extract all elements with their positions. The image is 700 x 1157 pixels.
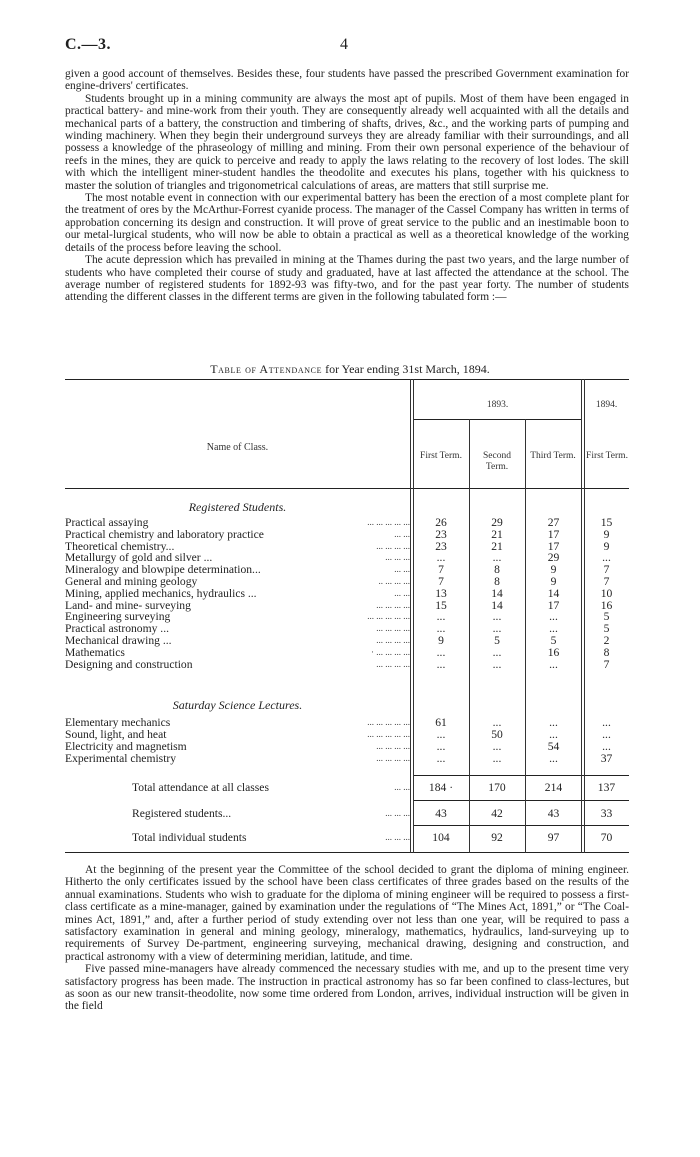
document-code: C.—3. [65, 36, 112, 53]
table-bottom-rule [65, 852, 629, 853]
column-header: First Term. [420, 451, 462, 461]
class-name: Practical astronomy ... [65, 622, 169, 636]
class-name: Metallurgy of gold and silver ... [65, 551, 213, 565]
year-1894: 1894. [595, 400, 618, 410]
table-cell: 23 [435, 527, 447, 541]
table-cell: ... [436, 610, 446, 624]
paragraph: The acute depression which has prevailed in mining at the Thames during the past two years, and the large number of students who have completed their course of study and graduated, have at last affected the attendance at the school. The average number of registered students for 1892-93 was fifty-two, and for the past year forty. The number of students attending the different classes in the different terms are given in the following tabulated form :— [65, 254, 629, 304]
table-cell: 43 [547, 807, 560, 820]
column-header: First Term. [586, 451, 628, 461]
dot-leader: ... ... ... ... [376, 635, 410, 645]
table-cell: 26 [435, 516, 447, 529]
totals-rule [414, 800, 629, 801]
table-cell: 16 [547, 645, 560, 659]
table-cell: ... [492, 740, 502, 753]
table-cell: 23 [435, 539, 447, 553]
table-cell: ... [436, 645, 446, 659]
table-cell: ... [549, 657, 558, 671]
table-cell: 61 [435, 716, 447, 729]
table-cell: 97 [547, 831, 560, 844]
class-name: Theoretical chemistry... [65, 539, 175, 553]
paragraph: given a good account of themselves. Besides these, four students have passed the prescribed Government examination for engine-drivers' certificates. [65, 68, 629, 93]
table-cell: 7 [603, 657, 610, 671]
paragraph: The most notable event in connection with our experimental battery has been the erection of a most complete plant for the treatment of ores by the McArthur-Forrest cyanide process. The manager of the Cassel Company has written in terms of approbation concerning its design and construction. It will prove of great service to the public and an inestimable boon to our metal-lurgical students, who will now be able to obtain a practical as well as a theoretical knowledge of the working details of the process before leaving the school. [65, 192, 629, 254]
table-caption [0, 362, 700, 377]
class-name: Mathematics [65, 645, 125, 659]
table-cell: 8 [603, 645, 610, 659]
table-cell: ... [436, 740, 446, 753]
table-cell: 5 [603, 622, 610, 636]
attendance-table [65, 379, 629, 853]
table-caption-title: Table of Attendance [210, 362, 323, 376]
table-cell: 27 [547, 516, 560, 529]
dot-leader: ... ... ... ... ... [367, 517, 410, 527]
table-cell: 9 [550, 563, 557, 577]
dot-leader: ... ... ... ... [376, 623, 410, 634]
table-cell: 184 · [428, 781, 454, 794]
table-cell: ... [492, 551, 502, 565]
table-cell: 42 [491, 807, 503, 820]
dot-leader: ... ... ... ... [376, 599, 410, 610]
table-cell: 14 [547, 586, 560, 600]
name-of-class-header: Name of Class. [206, 442, 269, 453]
table-cell: 14 [491, 598, 503, 612]
dot-leader: ... ... ... ... [376, 658, 410, 669]
class-name: Practical assaying [65, 516, 149, 529]
total-row-label: Registered students... [132, 807, 232, 820]
table-cell: 104 [432, 831, 450, 844]
table-cell: ... [436, 551, 446, 565]
body-text-bottom [65, 864, 629, 1013]
dot-leader: ... ... [394, 782, 410, 792]
total-row-label: Total attendance at all classes [132, 781, 269, 794]
column-header: Third Term. [530, 451, 576, 461]
table-cell: ... [549, 622, 558, 636]
table-cell: ... [549, 752, 558, 765]
total-row-label: Total individual students [132, 831, 247, 844]
table-cell: 13 [435, 586, 447, 600]
table-cell: 5 [550, 634, 557, 647]
table-cell: 5 [603, 610, 610, 624]
class-name: Designing and construction [65, 657, 193, 671]
table-cell: ... [492, 752, 502, 765]
table-cell: 29 [491, 516, 503, 529]
table-top-rule [65, 379, 629, 380]
table-cell: ... [436, 622, 446, 636]
table-cell: ... [602, 740, 611, 753]
class-name: Engineering surveying [65, 610, 171, 624]
table-cell: 17 [547, 527, 560, 541]
class-name: Elementary mechanics [65, 716, 171, 729]
body-text-top [65, 68, 629, 304]
class-name: Mineralogy and blowpipe determination... [65, 563, 261, 577]
paragraph: Five passed mine-managers have already commenced the necessary studies with me, and up to the present time very satisfactory progress has been made. The instruction in practical astronomy has so far been confined to class-lectures, but as soon as our new transit-theodolite, now some time ordered from London, arrives, individual instruction will be given in the field [65, 963, 629, 1013]
table-cell: ... [492, 645, 502, 659]
table-cell: 9 [603, 539, 610, 553]
table-cell: 21 [491, 527, 503, 541]
table-caption-rest: for Year ending 31st March, 1894. [322, 362, 490, 376]
table-cell: 70 [600, 831, 613, 844]
table-cell: 170 [488, 781, 506, 794]
table-cell: 37 [600, 752, 613, 765]
table-cell: 17 [547, 539, 560, 553]
table-cell: 2 [603, 634, 610, 647]
table-cell: 7 [603, 575, 610, 588]
table-cell: 9 [550, 575, 557, 588]
table-cell: 92 [491, 831, 503, 844]
table-cell: ... [549, 716, 558, 729]
table-cell: 214 [544, 781, 563, 794]
class-name: Electricity and magnetism [65, 740, 187, 753]
paragraph: At the beginning of the present year the Committee of the school decided to grant the diploma of mining engineer. Hitherto the only certificates issued by the school have been class certificates of three grades based on the results of the annual examinations. Students who wish to graduate for the diploma of mining engineer will be required to possess a first-class certificate as a mine-manager, gained by examination under the regulations of “The Mines Act, 1891,” or “The Coal-mines Act, 1891,” and, after a further period of study extending over not less than one year, will be required to pass a satisfactory examination in general and mining geology, mineralogy, mathematics, hydraulics, land-surveying up to requirements of Survey De-partment, engineering surveying, mechanical drawing, designing and construction, and practical astronomy with a view of determining meridian, latitude, and time. [65, 864, 629, 963]
class-name: Experimental chemistry [65, 752, 177, 765]
table-cell: 9 [438, 634, 444, 647]
class-name: Mining, applied mechanics, hydraulics ... [65, 586, 257, 600]
totals-rule [414, 775, 629, 776]
table-cell: 29 [547, 551, 560, 565]
table-cell: 9 [603, 527, 610, 541]
table-cell: ... [492, 716, 502, 729]
table-cell: 50 [491, 728, 503, 741]
dot-leader: .. ... ... ... [378, 576, 410, 586]
table-cell: 7 [438, 563, 444, 577]
class-name: Practical chemistry and laboratory practice [65, 527, 264, 541]
table-cell: 15 [435, 598, 447, 612]
dot-leader: ... ... ... [385, 552, 410, 563]
table-cell: 8 [494, 575, 500, 588]
dot-leader: ... ... ... [385, 808, 410, 818]
dot-leader: ... ... [394, 564, 410, 575]
table-cell: ... [492, 657, 502, 671]
dot-leader: ... ... ... [385, 832, 410, 842]
dot-leader: ... ... ... ... ... [367, 729, 410, 739]
column-header: Second Term. [483, 451, 511, 472]
table-cell: 7 [438, 575, 444, 588]
section-title: Registered Students. [188, 500, 287, 514]
table-cell: ... [602, 728, 611, 741]
table-cell: 14 [491, 586, 503, 600]
dot-leader: ... ... ... ... [376, 741, 410, 751]
page-number: 4 [340, 36, 348, 53]
dot-leader: ... ... ... ... ... [367, 611, 410, 622]
year-rule [414, 419, 581, 420]
year-1893: 1893. [486, 400, 509, 410]
table-cell: ... [492, 622, 502, 636]
table-cell: ... [436, 728, 446, 741]
table-cell: 137 [597, 781, 616, 794]
table-cell: 16 [600, 598, 613, 612]
table-cell: ... [436, 752, 446, 765]
table-cell: 5 [494, 634, 500, 647]
table-cell: ... [549, 610, 558, 624]
table-cell: 10 [600, 586, 613, 600]
class-name: Mechanical drawing ... [65, 634, 172, 647]
totals-rule [414, 825, 629, 826]
dot-leader: · ... ... ... ... [371, 646, 410, 657]
table-cell: 8 [494, 563, 500, 577]
table-cell: ... [549, 728, 558, 741]
paragraph: Students brought up in a mining community are always the most apt of pupils. Most of them have been engaged in practical battery- and mine-work from their youth. They are consequently already well acquainted with all the details and mechanical parts of a battery, the construction and timbering of shafts, drives, &c., and the working parts of pumping and winding machinery. When they begin their underground surveys they are already familiar with their surroundings, and all possess a knowledge of the phraseology of milling and mining. From their own personal experience of the behaviour of reefs in the mines, they are quick to perceive and ready to apply the laws relating to the recovery of lost lodes. The skill with which the intelligent miner-student handles the theodolite and executes his plans, together with his quickness to master the solution of triangles and trigonometrical calculations of areas, are matters that still surprise me. [65, 92, 629, 192]
dot-leader: ... ... ... ... [376, 540, 410, 551]
table-cell: ... [492, 610, 502, 624]
class-name: Land- and mine- surveying [65, 598, 191, 612]
table-cell: ... [602, 551, 611, 565]
dot-leader: ... ... [394, 528, 410, 539]
header-bottom-rule [65, 488, 629, 489]
dot-leader: ... ... ... ... ... [367, 717, 410, 727]
table-cell: ... [602, 716, 611, 729]
table-cell: 33 [600, 807, 613, 820]
class-name: Sound, light, and heat [65, 728, 167, 741]
class-name: General and mining geology [65, 575, 198, 588]
table-cell: 15 [600, 516, 613, 529]
table-cell: 17 [547, 598, 560, 612]
table-cell: 21 [491, 539, 503, 553]
dot-leader: ... ... ... ... [376, 753, 410, 763]
section-title: Saturday Science Lectures. [172, 698, 303, 712]
table-cell: ... [436, 657, 446, 671]
table-cell: 7 [603, 563, 610, 577]
dot-leader: ... ... [394, 587, 410, 598]
table-cell: 43 [435, 807, 447, 820]
table-cell: 54 [547, 740, 560, 753]
